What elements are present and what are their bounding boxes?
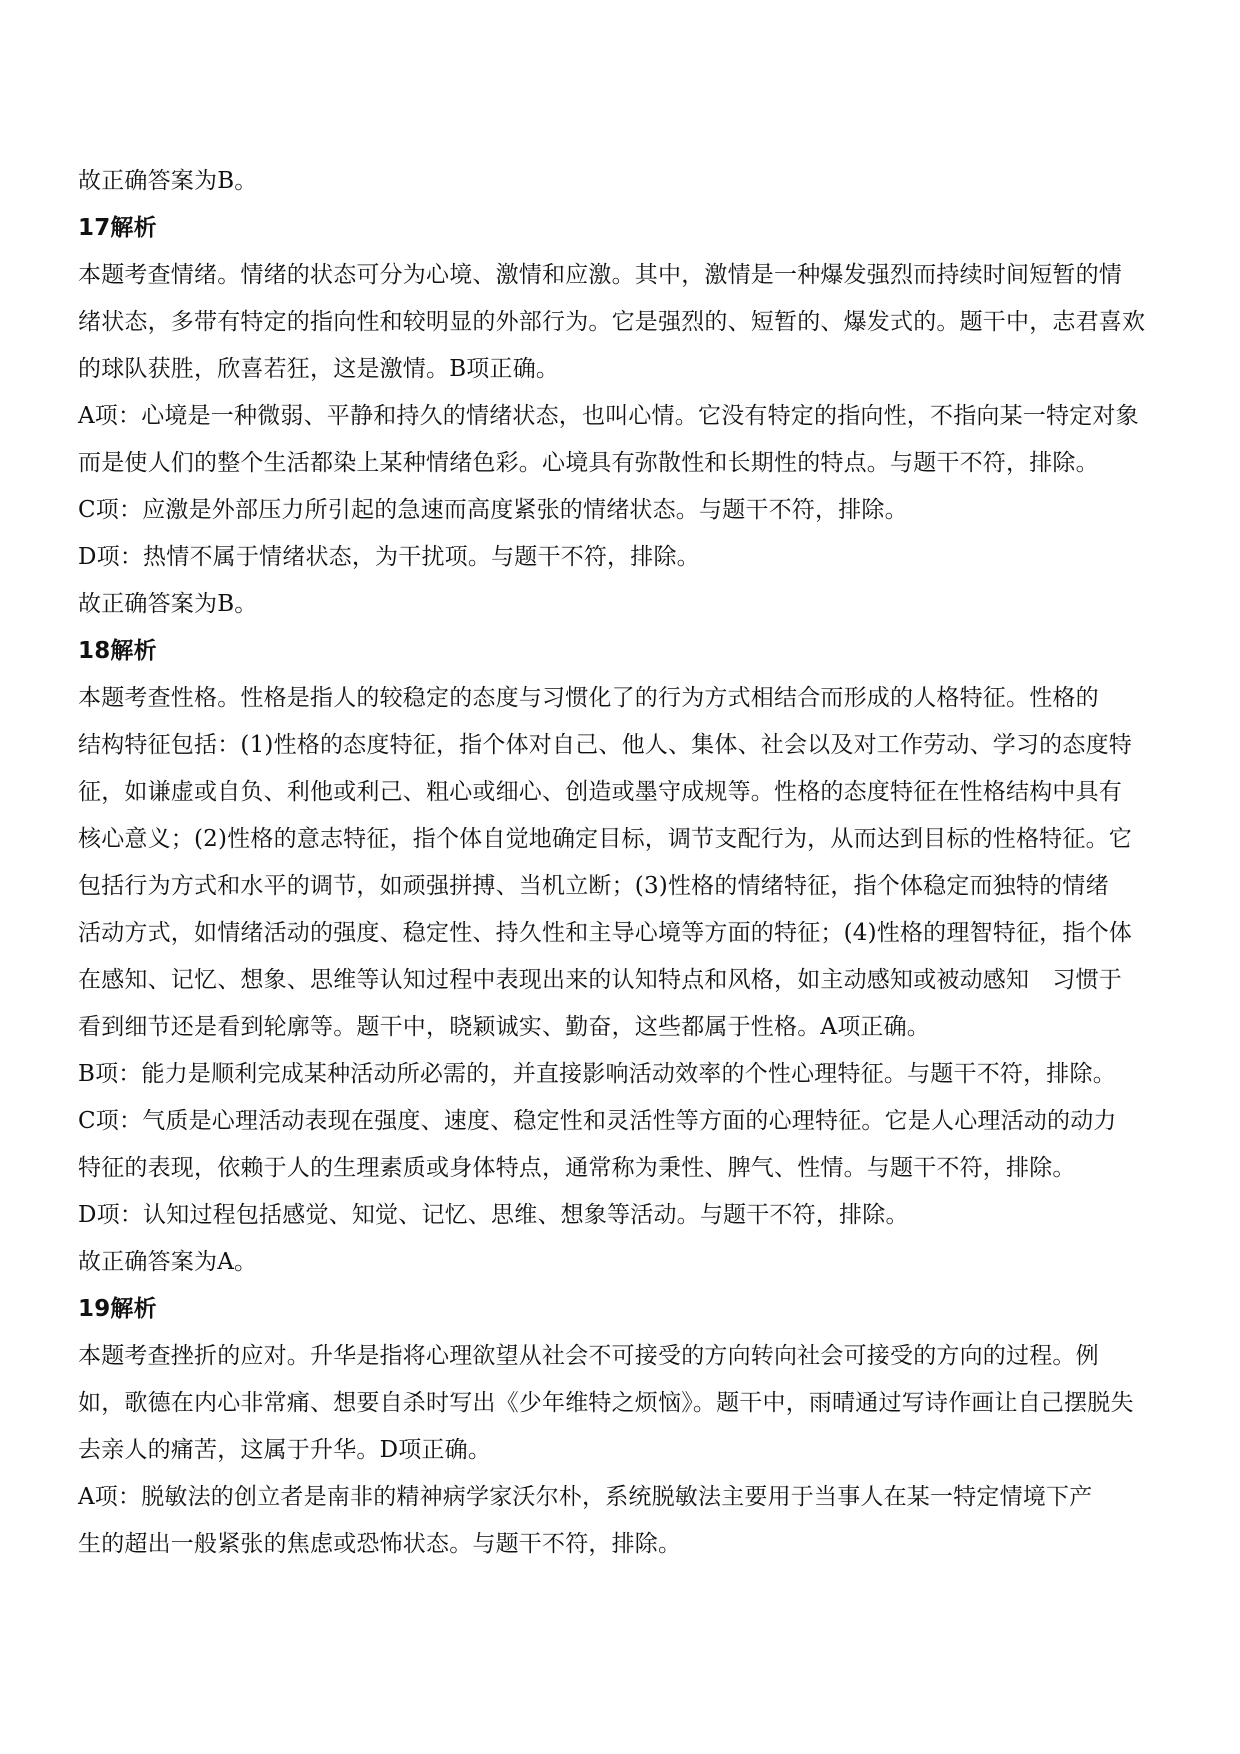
paragraph-line: 故正确答案为B。 [78,591,258,617]
paragraph-line: C项：应激是外部压力所引起的急速而高度紧张的情绪状态。与题干不符，排除。 [78,497,908,523]
paragraph-line: B项：能力是顺利完成某种活动所必需的，并直接影响活动效率的个性心理特征。与题干不符，排除。 [78,1061,1116,1087]
section-0 [78,158,1172,205]
section-heading: 19解析 [78,1296,157,1322]
paragraph-line: 本题考查情绪。情绪的状态可分为心境、激情和应激。其中，激情是一种爆发强烈而持续时间短暂的情 [78,262,1122,288]
paragraph-line: A项：脱敏法的创立者是南非的精神病学家沃尔朴，系统脱敏法主要用于当事人在某一特定情境下产 [78,1484,1093,1510]
paragraph-line: 故正确答案为B。 [78,168,258,194]
paragraph-line: A项：心境是一种微弱、平静和持久的情绪状态，也叫心情。它没有特定的指向性，不指向某一特定对象 [78,403,1139,429]
paragraph-line: 特征的表现，依赖于人的生理素质或身体特点，通常称为秉性、脾气、性情。与题干不符，排除。 [78,1155,1076,1181]
section-heading: 18解析 [78,638,157,664]
paragraph-line: C项：气质是心理活动表现在强度、速度、稳定性和灵活性等方面的心理特征。它是人心理活动的动力 [78,1108,1117,1134]
paragraph-line: 征，如谦虚或自负、利他或利己、粗心或细心、创造或墨守成规等。性格的态度特征在性格结构中具有 [78,779,1122,805]
paragraph-line: 绪状态，多带有特定的指向性和较明显的外部行为。它是强烈的、短暂的、爆发式的。题干中，志君喜欢 [78,309,1146,335]
paragraph-line: 包括行为方式和水平的调节，如顽强拼搏、当机立断；(3)性格的情绪特征，指个体稳定而独特的情绪 [78,873,1109,899]
paragraph-line: D项：热情不属于情绪状态，为干扰项。与题干不符，排除。 [78,544,700,570]
paragraph-line: 在感知、记忆、想象、思维等认知过程中表现出来的认知特点和风格，如主动感知或被动感知 习惯于 [78,967,1122,993]
paragraph-line: 本题考查性格。性格是指人的较稳定的态度与习惯化了的行为方式相结合而形成的人格特征。性格的 [78,685,1099,711]
paragraph-line: 看到细节还是看到轮廓等。题干中，晓颖诚实、勤奋，这些都属于性格。A项正确。 [78,1014,931,1040]
paragraph-line: 核心意义；(2)性格的意志特征，指个体自觉地确定目标，调节支配行为，从而达到目标的性格特征。它 [78,826,1132,852]
paragraph-line: 去亲人的痛苦，这属于升华。D项正确。 [78,1437,492,1463]
paragraph-line: 的球队获胜，欣喜若狂，这是激情。B项正确。 [78,356,560,382]
section-19 [78,1286,1172,1568]
paragraph-line: D项：认知过程包括感觉、知觉、记忆、思维、想象等活动。与题干不符，排除。 [78,1202,909,1228]
paragraph-line: 生的超出一般紧张的焦虑或恐怖状态。与题干不符，排除。 [78,1531,682,1557]
paragraph-line: 如，歌德在内心非常痛、想要自杀时写出《少年维特之烦恼》。题干中，雨晴通过写诗作画让自己摆脱失 [78,1390,1134,1416]
section-17 [78,205,1172,628]
paragraph-line: 活动方式，如情绪活动的强度、稳定性、持久性和主导心境等方面的特征；(4)性格的理智特征，指个体 [78,920,1132,946]
section-18 [78,628,1172,1286]
paragraph-line: 本题考查挫折的应对。升华是指将心理欲望从社会不可接受的方向转向社会可接受的方向的过程。例 [78,1343,1099,1369]
paragraph-line: 结构特征包括：(1)性格的态度特征，指个体对自己、他人、集体、社会以及对工作劳动、学习的态度特 [78,732,1132,758]
paragraph-line: 而是使人们的整个生活都染上某种情绪色彩。心境具有弥散性和长期性的特点。与题干不符，排除。 [78,450,1099,476]
paragraph-line: 故正确答案为A。 [78,1249,258,1275]
section-heading: 17解析 [78,215,157,241]
